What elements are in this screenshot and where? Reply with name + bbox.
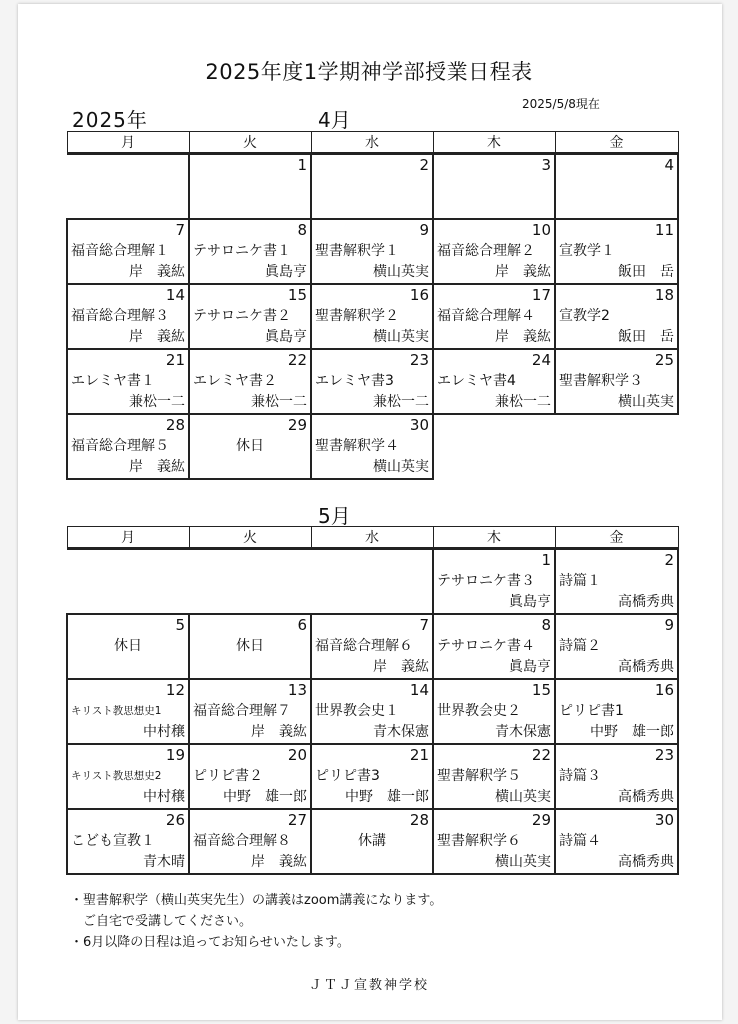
calendar-empty-cell [433,414,555,479]
day-number: 1 [297,156,307,174]
teacher-name: 横山英実 [495,789,551,805]
calendar-day-cell [555,154,678,220]
teacher-name: 高橋秀典 [618,789,674,805]
weekday-header-fri: 金 [555,527,678,549]
day-number: 8 [541,616,551,634]
course-name: ピリピ書3 [315,768,380,784]
teacher-name: 岸 義紘 [495,264,551,280]
teacher-name: 兼松一二 [129,394,185,410]
teacher-name: 岸 義紘 [495,329,551,345]
month-label-may: 5月 [318,504,351,528]
teacher-name: 中野 雄一郎 [345,789,429,805]
teacher-name: 岸 義紘 [129,329,185,345]
teacher-name: 岸 義紘 [251,854,307,870]
teacher-name: 兼松一二 [373,394,429,410]
weekday-header-mon: 月 [67,527,189,549]
calendar-day-cell [311,679,433,744]
calendar-day-cell [189,614,311,679]
calendar-day-cell [67,809,189,874]
calendar-day-cell [67,614,189,679]
course-name: 詩篇１ [559,573,601,589]
day-number: 28 [409,811,429,829]
course-name: エレミヤ書１ [71,373,155,389]
calendar-day-cell [311,744,433,809]
day-number: 23 [409,351,429,369]
calendar-day-cell [555,284,678,349]
course-name: こども宣教１ [71,833,155,849]
calendar-day-cell [433,219,555,284]
calendar-day-cell [311,154,433,220]
course-name: 宣教学2 [559,308,610,324]
course-name: 詩篇４ [559,833,601,849]
calendar-day-cell [433,154,555,220]
day-number: 2 [419,156,429,174]
day-number: 9 [419,221,429,239]
course-name: キリスト教思想史2 [71,770,162,782]
calendar-day-cell [433,744,555,809]
day-number: 25 [654,351,674,369]
calendar-day-cell [67,219,189,284]
teacher-name: 高橋秀典 [618,594,674,610]
course-name: 福音総合理解７ [193,703,291,719]
teacher-name: 眞島亨 [265,264,307,280]
day-number: 12 [165,681,185,699]
holiday-label: 休日 [114,638,142,654]
course-name: 詩篇３ [559,768,601,784]
teacher-name: 青木晴 [143,854,185,870]
as-of-date: 2025/5/8現在 [522,97,600,111]
day-number: 21 [409,746,429,764]
course-name: 福音総合理解８ [193,833,291,849]
course-name: 福音総合理解２ [437,243,535,259]
day-number: 14 [409,681,429,699]
day-number: 21 [165,351,185,369]
course-name: 聖書解釈学６ [437,833,521,849]
calendar-may [66,526,679,875]
calendar-week-row [67,154,678,220]
calendar-april [66,131,679,480]
note-line: ご自宅で受講してください。 [70,914,253,929]
teacher-name: 中村穣 [143,724,185,740]
calendar-empty-cell [189,549,311,615]
day-number: 7 [419,616,429,634]
course-name: テサロニケ書３ [437,573,535,589]
day-number: 29 [287,416,307,434]
course-name: テサロニケ書１ [193,243,291,259]
day-number: 14 [165,286,185,304]
day-number: 28 [165,416,185,434]
day-number: 5 [175,616,185,634]
weekday-header-wed: 水 [311,132,433,154]
calendar-week-row [67,219,678,284]
course-name: テサロニケ書２ [193,308,291,324]
weekday-header-tue: 火 [189,527,311,549]
course-name: 聖書解釈学１ [315,243,399,259]
weekday-header-tue: 火 [189,132,311,154]
teacher-name: 横山英実 [495,854,551,870]
calendar-empty-cell [67,549,189,615]
day-number: 18 [654,286,674,304]
calendar-day-cell [555,549,678,615]
holiday-label: 休日 [236,638,264,654]
day-number: 27 [287,811,307,829]
day-number: 10 [531,221,551,239]
teacher-name: 高橋秀典 [618,659,674,675]
month-label-april: 4月 [318,108,351,132]
day-number: 16 [654,681,674,699]
calendar-day-cell [67,284,189,349]
teacher-name: 横山英実 [618,394,674,410]
course-name: 福音総合理解１ [71,243,169,259]
teacher-name: 兼松一二 [251,394,307,410]
course-name: 福音総合理解６ [315,638,413,654]
calendar-week-row [67,414,678,479]
teacher-name: 飯田 岳 [618,264,674,280]
day-number: 3 [541,156,551,174]
course-name: キリスト教思想史1 [71,705,162,717]
calendar-day-cell [67,744,189,809]
calendar-day-cell [189,414,311,479]
note-line: ・6月以降の日程は追ってお知らせいたします。 [70,935,350,950]
teacher-name: 眞島亨 [265,329,307,345]
weekday-header-thu: 木 [433,132,555,154]
day-number: 22 [531,746,551,764]
calendar-week-row [67,809,678,874]
calendar-empty-cell [555,414,678,479]
calendar-day-cell [311,809,433,874]
calendar-day-cell [433,614,555,679]
day-number: 15 [287,286,307,304]
teacher-name: 青木保憲 [373,724,429,740]
day-number: 24 [531,351,551,369]
teacher-name: 飯田 岳 [618,329,674,345]
calendar-week-row [67,549,678,615]
calendar-day-cell [311,414,433,479]
calendar-day-cell [555,744,678,809]
teacher-name: 中村穣 [143,789,185,805]
calendar-day-cell [311,614,433,679]
calendar-day-cell [555,809,678,874]
calendar-day-cell [311,284,433,349]
day-number: 17 [531,286,551,304]
calendar-week-row [67,614,678,679]
course-name: エレミヤ書２ [193,373,277,389]
calendar-day-cell [189,809,311,874]
course-name: 世界教会史２ [437,703,521,719]
teacher-name: 横山英実 [373,329,429,345]
day-number: 2 [664,551,674,569]
day-number: 9 [664,616,674,634]
calendar-day-cell [433,284,555,349]
school-name-footer: ＪＴＪ宣教神学校 [308,978,429,993]
day-number: 29 [531,811,551,829]
day-number: 19 [165,746,185,764]
calendar-day-cell [433,349,555,414]
day-number: 23 [654,746,674,764]
calendar-day-cell [189,154,311,220]
weekday-header-thu: 木 [433,527,555,549]
day-number: 6 [297,616,307,634]
day-number: 13 [287,681,307,699]
teacher-name: 岸 義紘 [373,659,429,675]
calendar-day-cell [555,614,678,679]
holiday-label: 休日 [236,438,264,454]
day-number: 1 [541,551,551,569]
calendar-day-cell [67,414,189,479]
calendar-week-row [67,679,678,744]
course-name: 宣教学１ [559,243,615,259]
teacher-name: 高橋秀典 [618,854,674,870]
calendar-day-cell [189,219,311,284]
calendar-empty-cell [67,154,189,220]
teacher-name: 岸 義紘 [129,264,185,280]
course-name: 聖書解釈学５ [437,768,521,784]
calendar-day-cell [311,219,433,284]
day-number: 30 [409,416,429,434]
course-name: 聖書解釈学４ [315,438,399,454]
day-number: 11 [654,221,674,239]
course-name: 聖書解釈学３ [559,373,643,389]
course-name: 聖書解釈学２ [315,308,399,324]
weekday-header-fri: 金 [555,132,678,154]
year-label: 2025年 [72,108,148,132]
calendar-day-cell [189,284,311,349]
calendar-day-cell [555,679,678,744]
course-name: 福音総合理解３ [71,308,169,324]
course-name: エレミヤ書4 [437,373,516,389]
day-number: 15 [531,681,551,699]
course-name: テサロニケ書４ [437,638,535,654]
note-line: ・聖書解釈学（横山英実先生）の講義はzoom講義になります。 [70,893,443,908]
course-name: 福音総合理解４ [437,308,535,324]
calendar-day-cell [189,349,311,414]
day-number: 16 [409,286,429,304]
teacher-name: 兼松一二 [495,394,551,410]
calendar-day-cell [555,219,678,284]
teacher-name: 眞島亨 [509,659,551,675]
course-name: 福音総合理解５ [71,438,169,454]
teacher-name: 中野 雄一郎 [223,789,307,805]
day-number: 7 [175,221,185,239]
teacher-name: 横山英実 [373,264,429,280]
calendar-day-cell [555,349,678,414]
teacher-name: 横山英実 [373,459,429,475]
weekday-header-mon: 月 [67,132,189,154]
course-name: ピリピ書1 [559,703,624,719]
holiday-label: 休講 [358,833,386,849]
teacher-name: 眞島亨 [509,594,551,610]
document-title: 2025年度1学期神学部授業日程表 [205,60,533,84]
calendar-day-cell [189,744,311,809]
course-name: ピリピ書２ [193,768,263,784]
teacher-name: 中野 雄一郎 [590,724,674,740]
teacher-name: 岸 義紘 [251,724,307,740]
calendar-day-cell [433,549,555,615]
day-number: 30 [654,811,674,829]
day-number: 22 [287,351,307,369]
calendar-day-cell [67,679,189,744]
course-name: 詩篇２ [559,638,601,654]
course-name: エレミヤ書3 [315,373,394,389]
teacher-name: 青木保憲 [495,724,551,740]
day-number: 8 [297,221,307,239]
course-name: 世界教会史１ [315,703,399,719]
calendar-week-row [67,744,678,809]
day-number: 20 [287,746,307,764]
calendar-day-cell [433,679,555,744]
day-number: 26 [165,811,185,829]
calendar-week-row [67,284,678,349]
calendar-day-cell [189,679,311,744]
calendar-empty-cell [311,549,433,615]
teacher-name: 岸 義紘 [129,459,185,475]
calendar-week-row [67,349,678,414]
notes [70,890,442,953]
calendar-day-cell [433,809,555,874]
day-number: 4 [664,156,674,174]
calendar-day-cell [311,349,433,414]
weekday-header-wed: 水 [311,527,433,549]
calendar-day-cell [67,349,189,414]
